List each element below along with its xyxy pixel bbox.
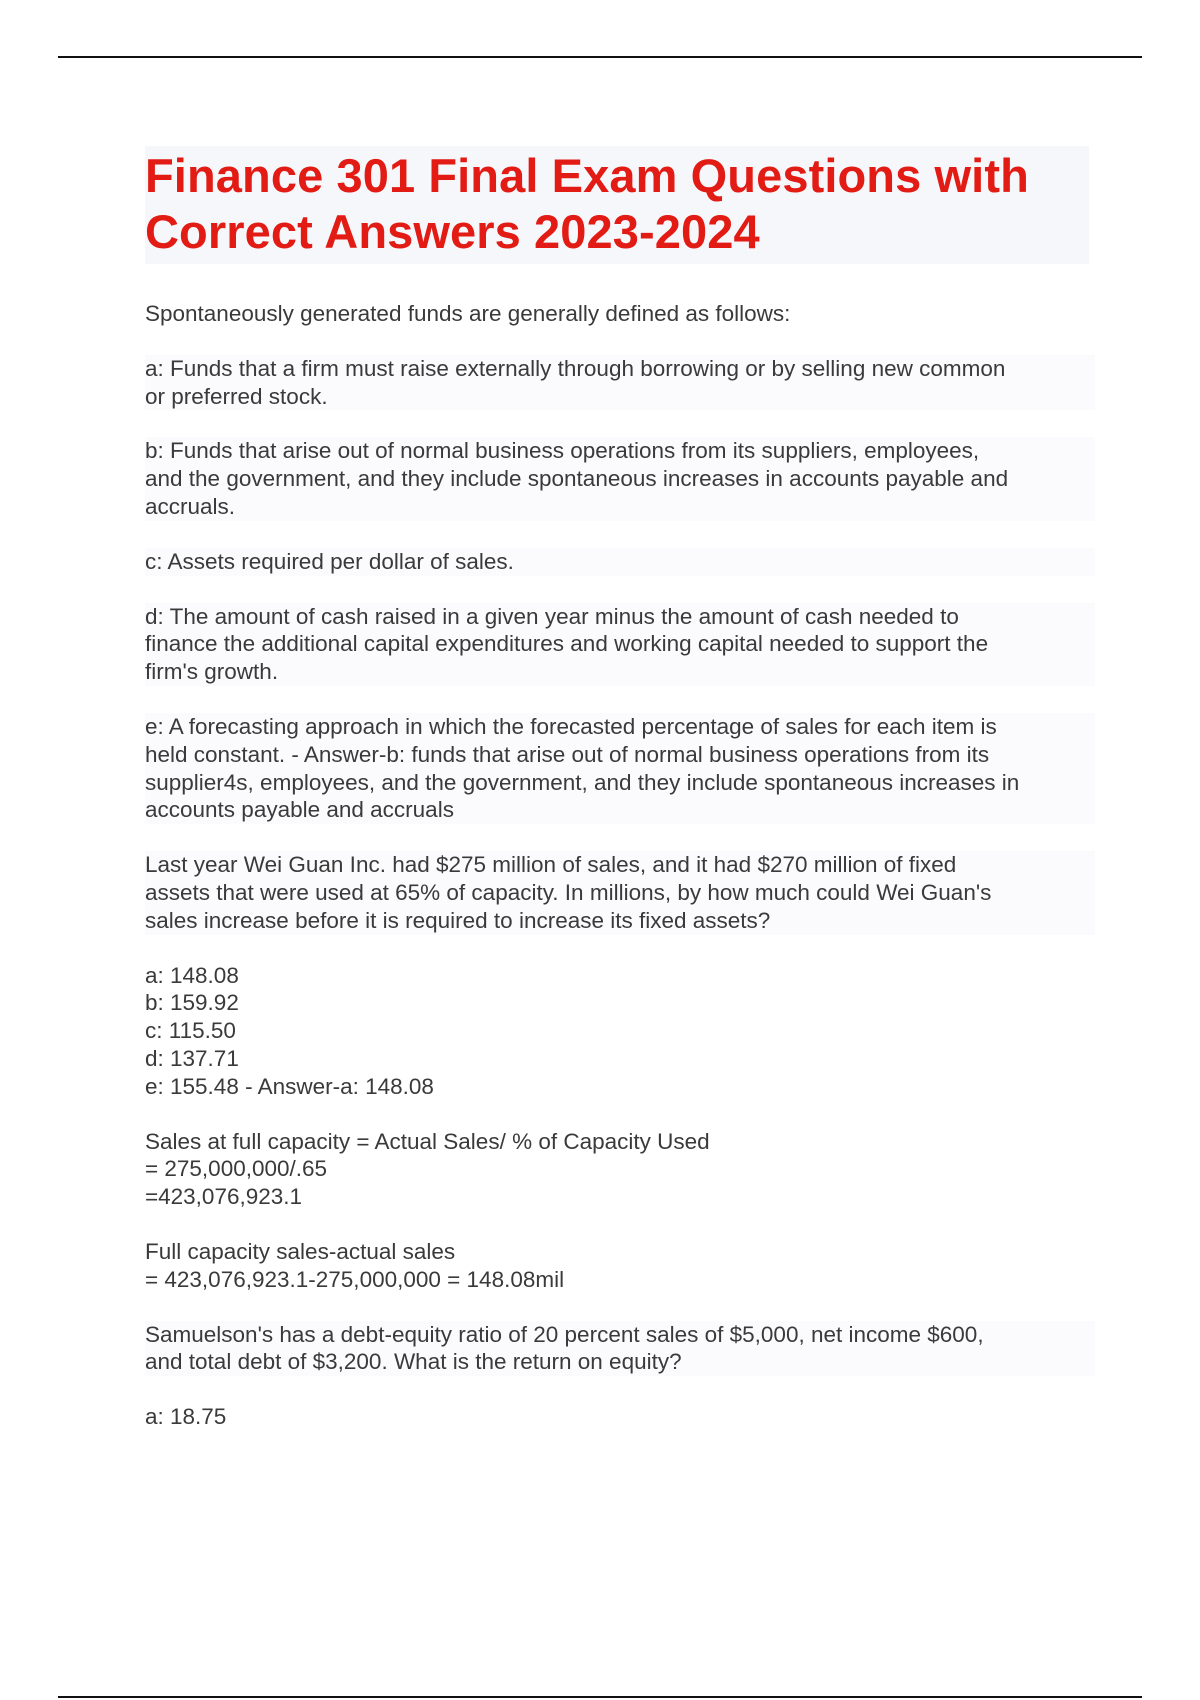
footer-rule: [58, 1696, 1142, 1698]
answer-option: [145, 437, 1095, 520]
text-line: e: 155.48 - Answer-a: 148.08: [145, 1073, 434, 1099]
text-line: = 275,000,000/.65: [145, 1156, 328, 1182]
text-line: assets that were used at 65% of capacity. In millions, by how much could Wei Guan's: [145, 879, 992, 905]
document-body: [145, 300, 1095, 1458]
text-line: supplier4s, employees, and the government, and they include spontaneous increases in: [145, 769, 1020, 795]
text-line: d: The amount of cash raised in a given year minus the amount of cash needed to: [145, 603, 959, 629]
calculation: [145, 1128, 1095, 1211]
text-line: Full capacity sales-actual sales: [145, 1238, 456, 1264]
text-line: Last year Wei Guan Inc. had $275 million of sales, and it had $270 million of fixed: [145, 852, 957, 878]
text-line: accounts payable and accruals: [145, 797, 454, 823]
document-title: [145, 148, 1089, 260]
answer-options: [145, 962, 1095, 1101]
question-stem: [145, 851, 1095, 934]
text-line: and the government, and they include spontaneous increases in accounts payable and: [145, 466, 1009, 492]
text-line: firm's growth.: [145, 659, 279, 685]
text-line: Sales at full capacity = Actual Sales/ % of Capacity Used: [145, 1128, 710, 1154]
answer-option: [145, 548, 1095, 576]
answer-option: [145, 603, 1095, 686]
text-line: a: 148.08: [145, 962, 239, 988]
calculation: [145, 1238, 1095, 1294]
text-line: finance the additional capital expenditures and working capital needed to support the: [145, 631, 989, 657]
answer-option: [145, 713, 1095, 824]
text-line: e: A forecasting approach in which the forecasted percentage of sales for each item is: [145, 713, 997, 739]
text-line: held constant. - Answer-b: funds that arise out of normal business operations from its: [145, 741, 990, 767]
text-line: = 423,076,923.1-275,000,000 = 148.08mil: [145, 1266, 565, 1292]
text-line: and total debt of $3,200. What is the return on equity?: [145, 1349, 682, 1375]
text-line: b: 159.92: [145, 990, 239, 1016]
text-line: a: Funds that a firm must raise externally through borrowing or by selling new common: [145, 355, 1006, 381]
title-block: [145, 146, 1089, 264]
text-line: accruals.: [145, 493, 236, 519]
text-line: =423,076,923.1: [145, 1184, 303, 1210]
text-line: Spontaneously generated funds are generally defined as follows:: [145, 301, 791, 326]
header-rule: [58, 56, 1142, 58]
title-line: Correct Answers 2023-2024: [145, 205, 760, 258]
text-line: sales increase before it is required to increase its fixed assets?: [145, 907, 771, 933]
question-stem: [145, 300, 1095, 328]
title-line: Finance 301 Final Exam Questions with: [145, 149, 1029, 202]
answer-option: [145, 355, 1095, 411]
question-stem: [145, 1321, 1095, 1377]
text-line: d: 137.71: [145, 1045, 239, 1071]
answer-option: [145, 1403, 1095, 1431]
text-line: Samuelson's has a debt-equity ratio of 20 percent sales of $5,000, net income $600,: [145, 1321, 984, 1347]
text-line: or preferred stock.: [145, 383, 328, 409]
text-line: a: 18.75: [145, 1404, 227, 1430]
text-line: b: Funds that arise out of normal business operations from its suppliers, employees,: [145, 438, 980, 464]
text-line: c: Assets required per dollar of sales.: [145, 548, 514, 574]
text-line: c: 115.50: [145, 1018, 236, 1044]
